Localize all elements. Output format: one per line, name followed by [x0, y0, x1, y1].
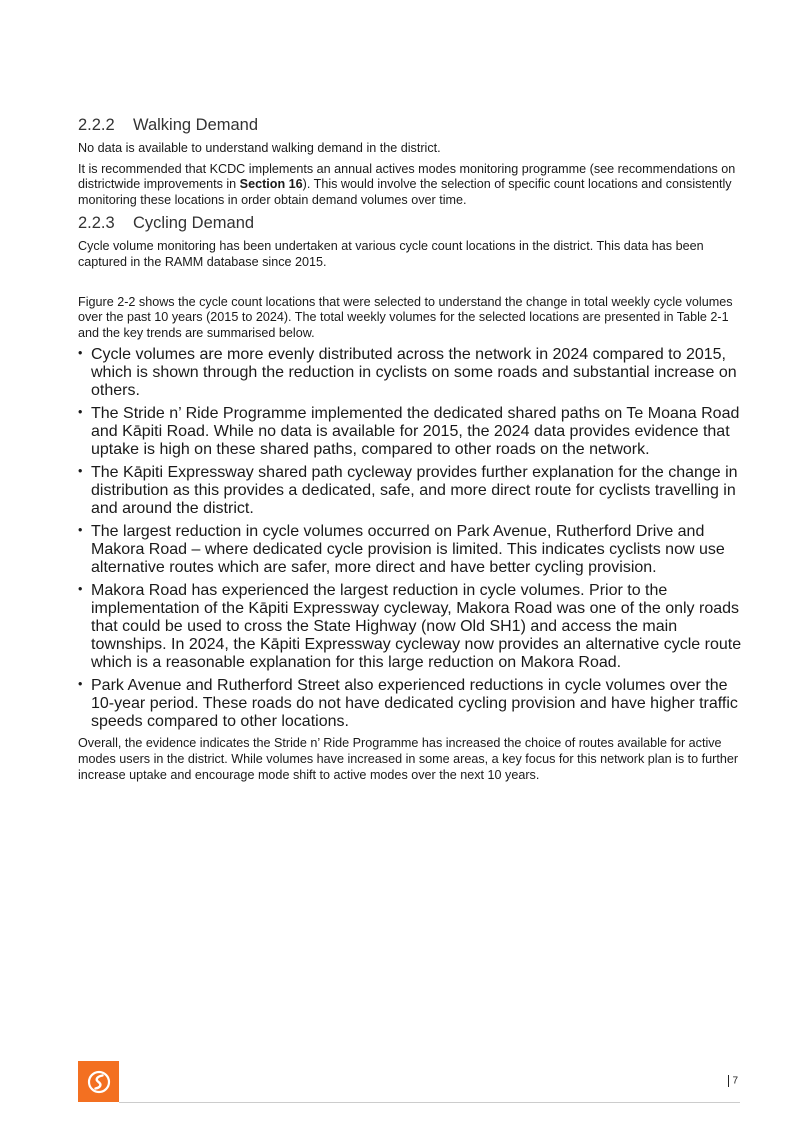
walking-paragraph-2: [78, 162, 742, 209]
list-item: [78, 677, 742, 731]
list-item-text: Cycle volumes are more evenly distributed across the network in 2024 compared to 2015, which is shown through the reduction in cyclists on some roads and substantial increase on others.: [91, 346, 737, 400]
section-title: Walking Demand: [133, 116, 259, 134]
list-item: [78, 346, 742, 400]
section-heading-walking-demand: [78, 114, 742, 136]
cycling-paragraph-1: Cycle volume monitoring has been undertaken at various cycle count locations in the district. This data has been captured in the RAMM database since 2015.: [78, 239, 704, 269]
section-number: 2.2.3: [78, 214, 115, 233]
list-item-text: The largest reduction in cycle volumes occurred on Park Avenue, Rutherford Drive and Makora Road – where dedicated cycle provision is limited. This indicates cyclists now use alternative routes which are safer, more direct and have better cycling provision.: [91, 523, 725, 577]
closing-paragraph: Overall, the evidence indicates the Stride n’ Ride Programme has increased the choice of routes available for active modes users in the district. While volumes have increased in some areas, a key focus for this network plan is to further increase uptake and encourage mode shift to active modes over the next 10 years.: [78, 736, 739, 782]
page-content: [78, 114, 742, 783]
page-number-separator: [728, 1075, 729, 1087]
bullet-icon: •: [78, 405, 83, 420]
list-item: [78, 464, 742, 518]
list-item: [78, 405, 742, 459]
footer-divider: [119, 1102, 740, 1103]
bullet-icon: •: [78, 677, 83, 692]
list-item: [78, 523, 742, 577]
bullet-icon: •: [78, 582, 83, 597]
bullet-icon: •: [78, 346, 83, 361]
key-trends-list: [78, 346, 742, 731]
list-item-text: Makora Road has experienced the largest reduction in cycle volumes. Prior to the implementation of the Kāpiti Expressway cycleway, Makora Road was one of the only roads that could be used to cross the State Highway (now Old SH1) and access the main townships. In 2024, the Kāpiti Expressway cycleway now provides an alternative cycle route which is a reasonable explanation for this large reduction on Makora Road.: [91, 582, 742, 672]
walking-paragraph-2-text-end: ). This would involve the selection of specific count locations and consistently monitoring these locations in order obtain demand volumes over time.: [78, 177, 732, 207]
logo-mark-icon: [86, 1069, 112, 1095]
section-number: 2.2.2: [78, 116, 115, 134]
bullet-icon: •: [78, 464, 83, 479]
section-heading-cycling-demand: [78, 212, 742, 234]
paragraph-spacer: [78, 271, 742, 290]
list-item-text: The Stride n’ Ride Programme implemented the dedicated shared paths on Te Moana Road and Kāpiti Road. While no data is available for 2015, the 2024 data provides evidence that uptake is high on these shared paths, compared to other roads on the network.: [91, 405, 740, 459]
walking-paragraph-2-text-start: It is recommended that KCDC implements an annual actives modes monitoring programme (see recommendations on districtwide improvements in: [78, 161, 736, 192]
cycling-paragraph-2: Figure 2-2 shows the cycle count locations that were selected to understand the change in total weekly cycle volumes over the past 10 years (2015 to 2024). The total weekly volumes for the selected locations are presented in Table 2-1 and the key trends are summarised below.: [78, 294, 733, 340]
bullet-icon: •: [78, 523, 83, 538]
company-logo-icon: [78, 1061, 119, 1102]
section-reference: Section 16: [239, 177, 303, 192]
page-number-value: 7: [732, 1075, 738, 1087]
section-title: Cycling Demand: [133, 214, 255, 233]
walking-paragraph-1: No data is available to understand walking demand in the district.: [78, 141, 441, 155]
list-item: [78, 582, 742, 672]
list-item-text: Park Avenue and Rutherford Street also experienced reductions in cycle volumes over the 10-year period. These roads do not have dedicated cycling provision and have higher traffic speeds compared to other locations.: [91, 677, 738, 731]
list-item-text: The Kāpiti Expressway shared path cycleway provides further explanation for the change in distribution as this provides a dedicated, safe, and more direct route for cyclists travelling in and around the district.: [91, 464, 738, 518]
page-number: [728, 1075, 738, 1087]
